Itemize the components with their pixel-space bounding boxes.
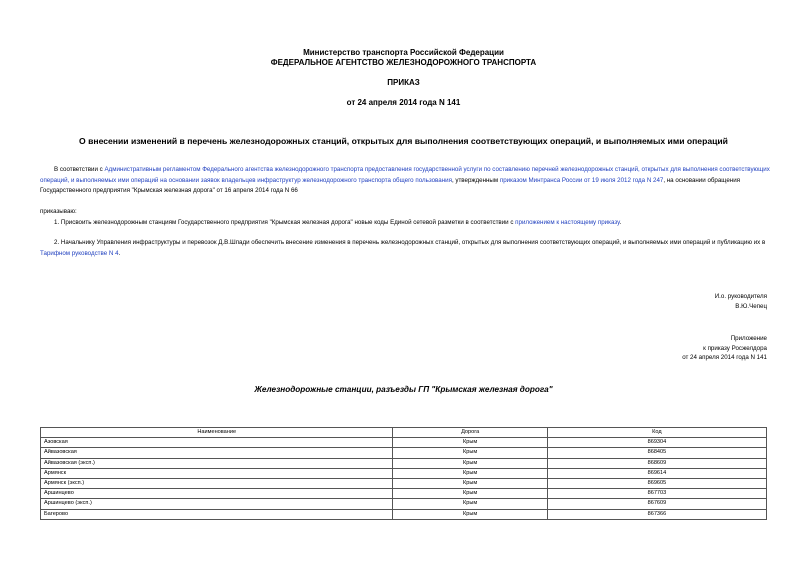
station-road: Крым	[393, 448, 547, 458]
table-row	[41, 438, 767, 448]
station-road: Крым	[393, 438, 547, 448]
station-code: 867366	[547, 509, 766, 519]
table-row	[41, 499, 767, 509]
header-name: Наименование	[41, 428, 393, 438]
ministry-order-link[interactable]: приказом Минтранса России от 19 июля 2012 года N 247	[499, 176, 664, 184]
appendix-ref: к приказу Росжелдора	[703, 344, 767, 352]
table-row	[41, 509, 767, 519]
item-1-end: .	[619, 219, 622, 226]
signature-name: В.Ю.Чепец	[735, 302, 767, 310]
station-name: Аршинцево (эксп.)	[41, 499, 393, 509]
station-code: 869304	[547, 438, 766, 448]
preamble-tail: , на основании обращения Государственного предприятия "Крымская железная дорога" от 16 апреля 2014 года N 66	[40, 176, 740, 195]
doc-type: ПРИКАЗ	[387, 78, 420, 87]
table-row	[41, 458, 767, 468]
item-1-text: 1. Присвоить железнодорожным станциям Государственного предприятия "Крымская железная дорога" новые коды Единой сетевой разметки в соответствии с	[54, 219, 516, 226]
doc-date-number: от 24 апреля 2014 года N 141	[346, 98, 461, 107]
signature-block	[715, 292, 767, 311]
order-word: приказываю:	[40, 208, 77, 215]
appendix-link[interactable]: приложением к настоящему приказу	[515, 219, 620, 226]
station-road: Крым	[393, 499, 547, 509]
preamble-paragraph	[40, 165, 770, 197]
station-code: 867609	[547, 499, 766, 509]
header-road: Дорога	[393, 428, 547, 438]
table-row	[41, 448, 767, 458]
station-road: Крым	[393, 478, 547, 488]
table-title: Железнодорожные станции, разъезды ГП "Крымская железная дорога"	[254, 385, 553, 394]
table-row	[41, 489, 767, 499]
item-2	[40, 238, 770, 259]
item-1	[40, 218, 770, 229]
station-road: Крым	[393, 468, 547, 478]
station-code: 869614	[547, 468, 766, 478]
item-2-text: 2. Начальнику Управления инфраструктуры и перевозок Д.В.Шпади обеспечить внесение изменения в перечень железнодорожных станций, открытых для выполнения соответствующих операций, и выполняемых ими операций и публикацию их в	[54, 239, 766, 246]
appendix-date: от 24 апреля 2014 года N 141	[682, 354, 767, 362]
agency-name: ФЕДЕРАЛЬНОЕ АГЕНТСТВО ЖЕЛЕЗНОДОРОЖНОГО ТРАНСПОРТА	[270, 58, 537, 67]
station-code: 867703	[547, 489, 766, 499]
stations-table	[40, 427, 767, 520]
appendix-block	[682, 334, 767, 363]
station-name: Айвазовская	[41, 448, 393, 458]
signature-position: И.о. руководителя	[714, 293, 767, 300]
station-road: Крым	[393, 458, 547, 468]
regulation-link[interactable]: Административным регламентом Федерального агентства железнодорожного транспорта предоставления государственной услуги по составлению перечней железнодорожных станций, открытых для выполнения соответствующих операций, и выполняемых ими операций на основании заявок владельцев инфраструктур железнодорожного транспорта общего пользования	[40, 166, 770, 184]
station-name: Армянск (эксп.)	[41, 478, 393, 488]
station-road: Крым	[393, 489, 547, 499]
appendix-label: Приложение	[730, 335, 767, 342]
station-name: Багерово	[41, 509, 393, 519]
item-2-end: .	[118, 249, 121, 257]
tariff-guide-link[interactable]: Тарифном руководстве N 4	[40, 249, 119, 257]
station-name: Айвазовская (эксп.)	[41, 458, 393, 468]
station-road: Крым	[393, 509, 547, 519]
table-header-row	[41, 428, 767, 438]
station-name: Азовская	[41, 438, 393, 448]
ministry-name: Министерство транспорта Российской Федерации	[303, 48, 504, 57]
station-code: 869605	[547, 478, 766, 488]
station-name: Аршинцево	[41, 489, 393, 499]
header-code: Код	[547, 428, 766, 438]
preamble-mid: , утвержденным	[451, 176, 500, 184]
station-name: Армянск	[41, 468, 393, 478]
doc-title: О внесении изменений в перечень железнодорожных станций, открытых для выполнения соответствующих операций, и выполняемых ими операций	[79, 136, 728, 146]
station-code: 868609	[547, 458, 766, 468]
table-row	[41, 478, 767, 488]
table-row	[41, 468, 767, 478]
preamble-lead: В соответствии с	[54, 166, 105, 173]
station-code: 868405	[547, 448, 766, 458]
